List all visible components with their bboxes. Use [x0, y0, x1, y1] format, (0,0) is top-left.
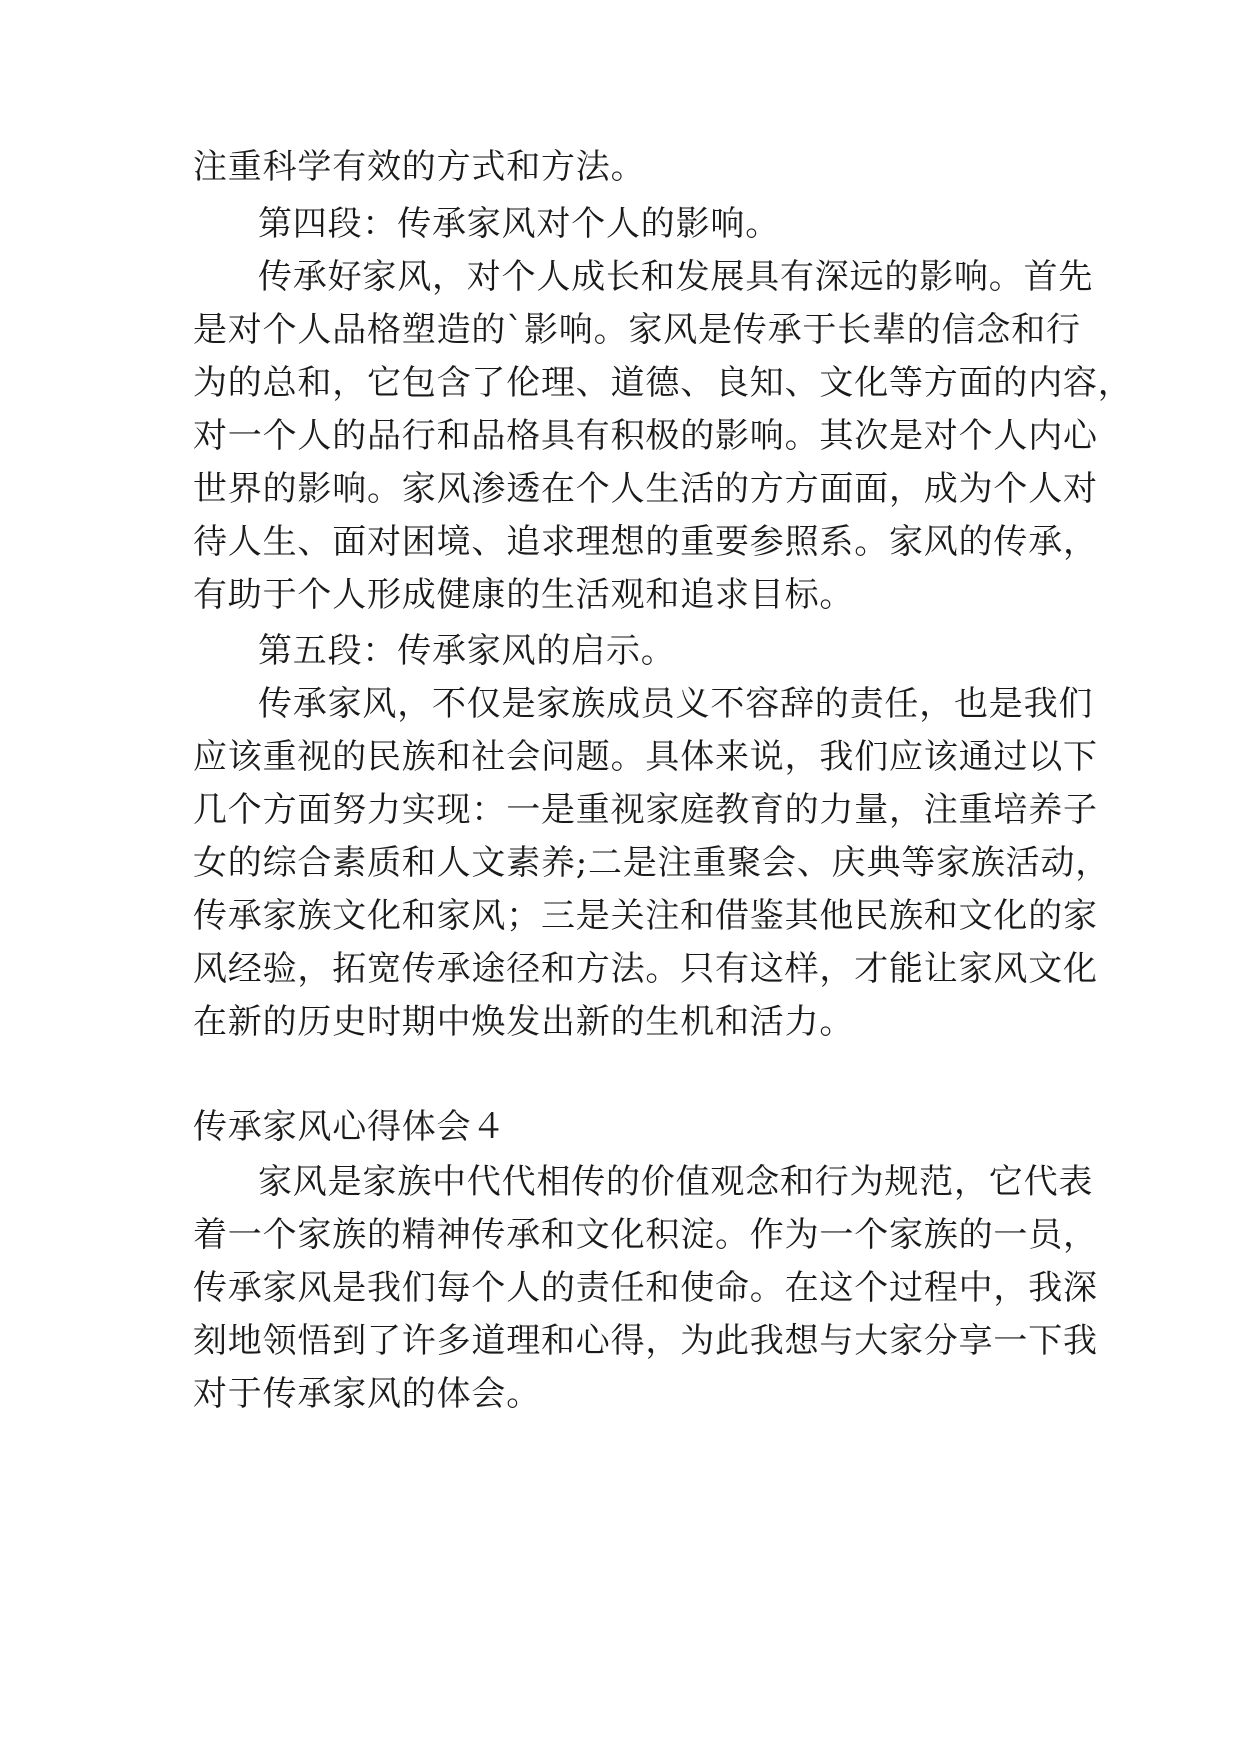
body-text-line: 传承家风是我们每个人的责任和使命。在这个过程中，我深: [193, 1268, 1098, 1308]
body-text-line: 家风是家族中代代相传的价值观念和行为规范，它代表: [258, 1162, 1094, 1202]
body-text-line: 对一个人的品行和品格具有积极的影响。其次是对个人内心: [193, 416, 1098, 456]
body-text-line: 风经验，拓宽传承途径和方法。只有这样，才能让家风文化: [193, 949, 1098, 989]
body-text-line: 世界的影响。家风渗透在个人生活的方方面面，成为个人对: [193, 469, 1098, 509]
body-text-line: 女的综合素质和人文素养;二是注重聚会、庆典等家族活动，: [193, 843, 1111, 883]
body-text-line: 传承家族文化和家风；三是关注和借鉴其他民族和文化的家: [193, 896, 1098, 936]
section-heading-5: 第五段：传承家风的启示。: [258, 631, 676, 671]
body-text-line: 应该重视的民族和社会问题。具体来说，我们应该通过以下: [193, 737, 1098, 777]
body-text-line: 传承好家风，对个人成长和发展具有深远的影响。首先: [258, 257, 1094, 297]
body-text-line: 在新的历史时期中焕发出新的生机和活力。: [193, 1002, 855, 1042]
body-text-line: 对于传承家风的体会。: [193, 1374, 541, 1414]
body-text-line: 几个方面努力实现：一是重视家庭教育的力量，注重培养子: [193, 790, 1098, 830]
body-text-line: 传承家风，不仅是家族成员义不容辞的责任，也是我们: [258, 684, 1094, 724]
body-text-line: 待人生、面对困境、追求理想的重要参照系。家风的传承，: [193, 522, 1098, 562]
section-heading-4: 第四段：传承家风对个人的影响。: [258, 204, 780, 244]
body-text-line: 注重科学有效的方式和方法。: [193, 147, 646, 187]
body-text-line: 为的总和，它包含了伦理、道德、良知、文化等方面的内容，: [193, 363, 1133, 403]
essay-title: 传承家风心得体会４: [193, 1107, 507, 1147]
body-text-line: 刻地领悟到了许多道理和心得，为此我想与大家分享一下我: [193, 1321, 1098, 1361]
body-text-line: 有助于个人形成健康的生活观和追求目标。: [193, 575, 855, 615]
body-text-line: 是对个人品格塑造的`影响。家风是传承于长辈的信念和行: [193, 310, 1081, 350]
body-text-line: 着一个家族的精神传承和文化积淀。作为一个家族的一员，: [193, 1215, 1098, 1255]
